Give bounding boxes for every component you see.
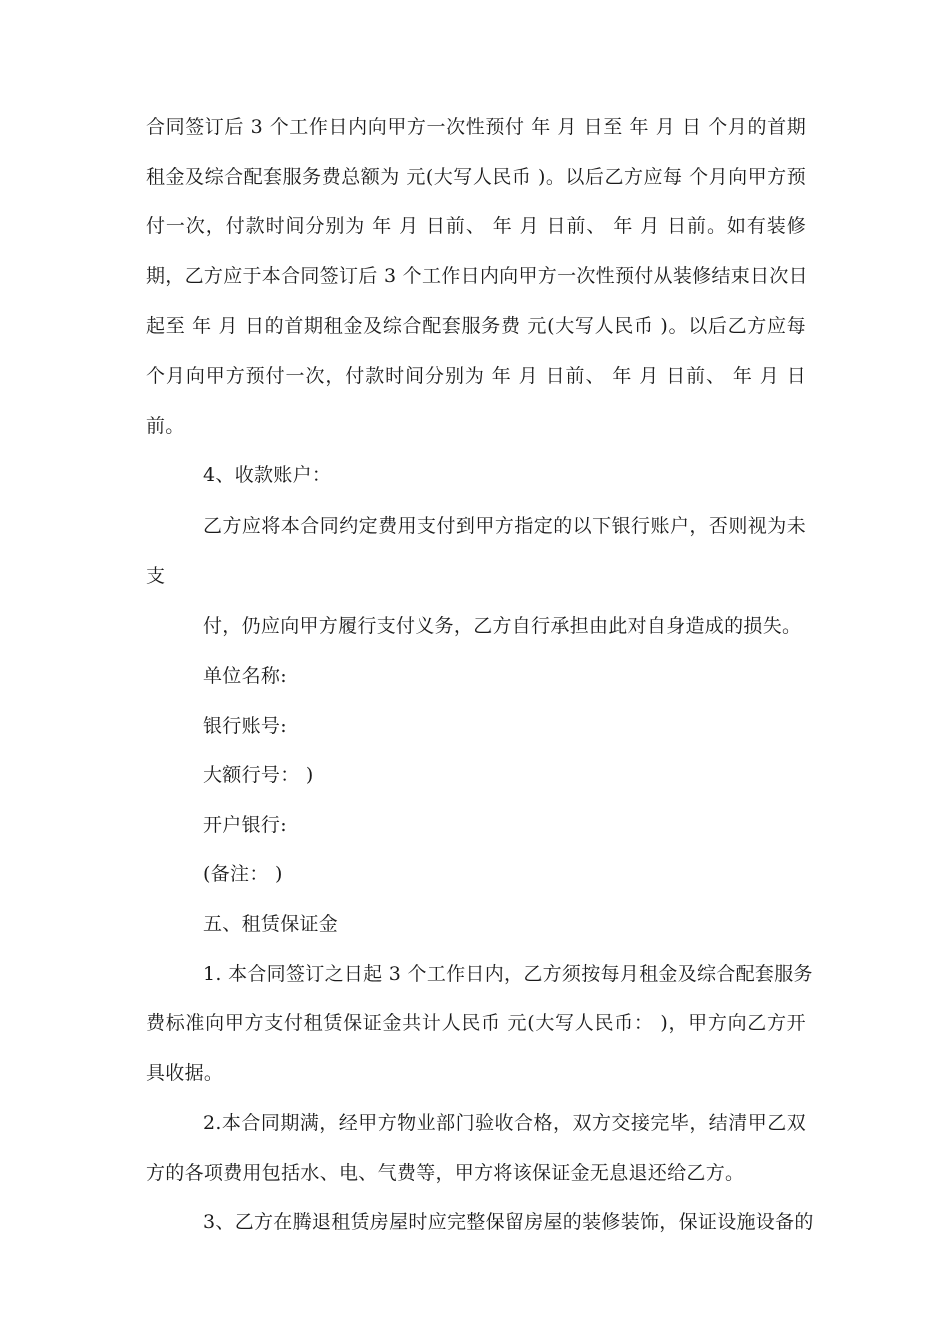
field-label-large-amount-bank-code: 大额行号： )	[203, 764, 314, 786]
paragraph-line: 期，乙方应于本合同签订后 3 个工作日内向甲方一次性预付从装修结束日次日	[146, 265, 808, 287]
paragraph-line: 1. 本合同签订之日起 3 个工作日内，乙方须按每月租金及综合配套服务	[203, 963, 813, 985]
paragraph-line: 起至 年 月 日的首期租金及综合配套服务费 元(大写人民币 )。以后乙方应每	[146, 315, 806, 337]
paragraph-line: 付一次，付款时间分别为 年 月 日前、 年 月 日前、 年 月 日前。如有装修	[146, 215, 806, 237]
paragraph-line: 3、乙方在腾退租赁房屋时应完整保留房屋的装修装饰，保证设施设备的	[203, 1211, 814, 1233]
paragraph-line: 付，仍应向甲方履行支付义务，乙方自行承担由此对自身造成的损失。	[203, 615, 802, 637]
paragraph-line: 2.本合同期满，经甲方物业部门验收合格，双方交接完毕，结清甲乙双	[203, 1112, 806, 1134]
field-label-bank-account: 银行账号:	[203, 715, 287, 737]
paragraph-line: 支	[146, 565, 166, 587]
section-heading-deposit: 五、租赁保证金	[203, 913, 339, 935]
paragraph-line: 费标准向甲方支付租赁保证金共计人民币 元(大写人民币： )，甲方向乙方开	[146, 1012, 806, 1034]
paragraph-line: 具收据。	[146, 1062, 224, 1084]
paragraph-line: 方的各项费用包括水、电、气费等，甲方将该保证金无息退还给乙方。	[146, 1162, 745, 1184]
paragraph-line: 合同签订后 3 个工作日内向甲方一次性预付 年 月 日至 年 月 日 个月的首期	[146, 116, 806, 138]
paragraph-line: 个月向甲方预付一次，付款时间分别为 年 月 日前、 年 月 日前、 年 月 日	[146, 365, 806, 387]
section-heading-payment-account: 4、收款账户：	[203, 464, 332, 486]
field-label-unit-name: 单位名称:	[203, 665, 287, 687]
paragraph-line: 前。	[146, 415, 185, 437]
paragraph-line: 乙方应将本合同约定费用支付到甲方指定的以下银行账户，否则视为未	[203, 515, 806, 537]
field-label-remarks: (备注： )	[203, 863, 283, 885]
field-label-opening-bank: 开户银行:	[203, 814, 287, 836]
paragraph-line: 租金及综合配套服务费总额为 元(大写人民币 )。以后乙方应每 个月向甲方预	[146, 166, 806, 188]
